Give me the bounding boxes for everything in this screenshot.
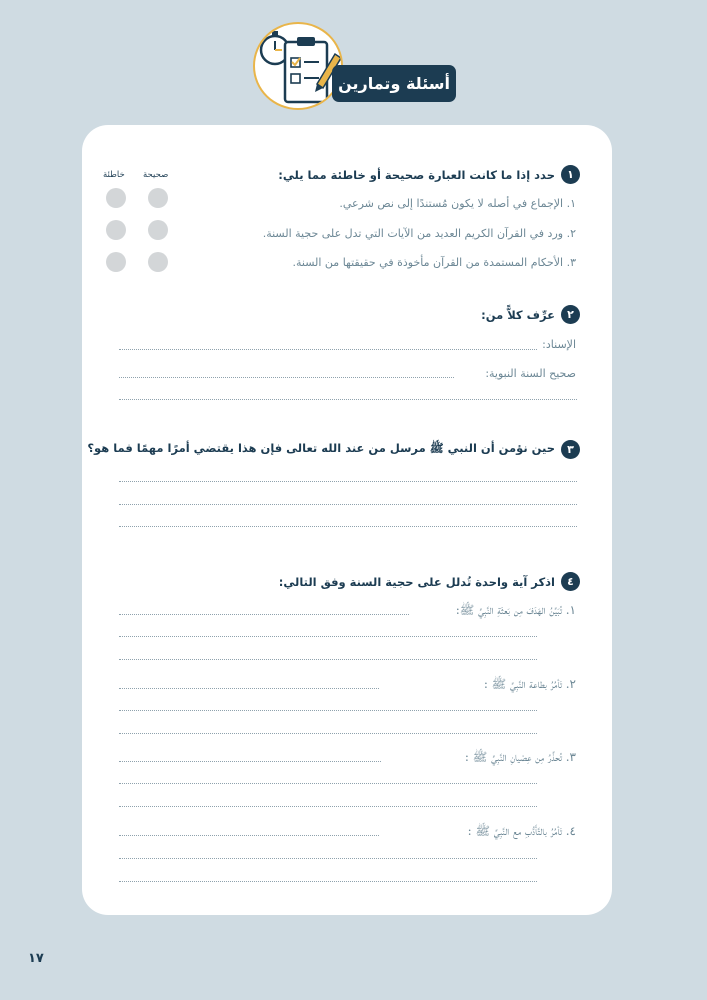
answer-line[interactable] [119, 710, 537, 711]
q4-item-1: ١. تُبَيِّنُ الهَدَفَ مِن بَعثَةِ النَّبِيِّ ﷺ: [455, 603, 576, 617]
answer-line[interactable] [119, 733, 537, 734]
answer-line[interactable] [119, 835, 379, 836]
question-2-heading [481, 305, 580, 324]
statement-1: ١. الإجماع في أصله لا يكون مُستندًا إلى نص شرعي. [339, 197, 576, 210]
section-header [250, 22, 460, 110]
question-number-badge: ٣ [561, 440, 580, 459]
answer-line[interactable] [119, 688, 379, 689]
answer-line[interactable] [119, 349, 537, 350]
answer-line[interactable] [119, 659, 537, 660]
term-isnad-label: الإسناد: [542, 338, 576, 351]
question-3-prompt: حين نؤمن أن النبي ﷺ مرسل من عند الله تعالى فإن هذا يقتضي أمرًا مهمًا فما هو؟ [87, 441, 555, 455]
statement-2: ٢. ورد في القرآن الكريم العديد من الآيات التي تدل على حجية السنة. [262, 227, 576, 240]
clipboard-stopwatch-icon [253, 22, 343, 110]
false-option-2[interactable] [106, 220, 126, 240]
answer-line[interactable] [119, 761, 381, 762]
true-option-3[interactable] [148, 252, 168, 272]
question-4-prompt: اذكر آية واحدة تُدلل على حجية السنة وفق التالي: [278, 574, 555, 589]
answer-line[interactable] [119, 526, 577, 527]
answer-line[interactable] [119, 481, 577, 482]
question-3-heading [87, 440, 580, 459]
true-option-1[interactable] [148, 188, 168, 208]
question-4-heading [279, 572, 580, 591]
question-1-heading [278, 165, 580, 184]
answer-line[interactable] [119, 881, 537, 882]
page-number: ١٧ [28, 951, 44, 966]
answer-line[interactable] [119, 614, 409, 615]
question-number-badge: ٤ [561, 572, 580, 591]
false-option-3[interactable] [106, 252, 126, 272]
answer-line[interactable] [119, 399, 577, 400]
section-title: أسئلة وتمارين [332, 65, 456, 102]
question-2-prompt: عرِّف كلاًّ من: [481, 307, 555, 322]
answer-line[interactable] [119, 806, 537, 807]
column-header-true: صحيحة [143, 170, 169, 180]
answer-line[interactable] [119, 636, 537, 637]
question-number-badge: ٢ [561, 305, 580, 324]
q4-item-2: ٢. تَأمُرُ بطاعة النَّبِيِّ ﷺ : [483, 677, 576, 691]
answer-line[interactable] [119, 858, 537, 859]
true-option-2[interactable] [148, 220, 168, 240]
term-sahih-label: صحيح السنة النبوية: [485, 367, 576, 380]
statement-3: ٣. الأحكام المستمدة من القرآن مأخوذة في حقيقتها من السنة. [292, 256, 576, 269]
question-number-badge: ١ [561, 165, 580, 184]
q4-item-3: ٣. تُحذِّرُ مِن عِصْيانِ النَّبِيِّ ﷺ : [464, 750, 576, 764]
question-1-prompt: حدد إذا ما كانت العبارة صحيحة أو خاطئة مما يلي: [278, 167, 555, 182]
worksheet-card [82, 125, 612, 915]
false-option-1[interactable] [106, 188, 126, 208]
answer-line[interactable] [119, 504, 577, 505]
column-header-false: خاطئة [103, 170, 125, 180]
answer-line[interactable] [119, 377, 454, 378]
answer-line[interactable] [119, 783, 537, 784]
q4-item-4: ٤. تَأمُرُ بالتَّأَدُّبِ مع النَّبِيِّ ﷺ : [467, 824, 576, 838]
